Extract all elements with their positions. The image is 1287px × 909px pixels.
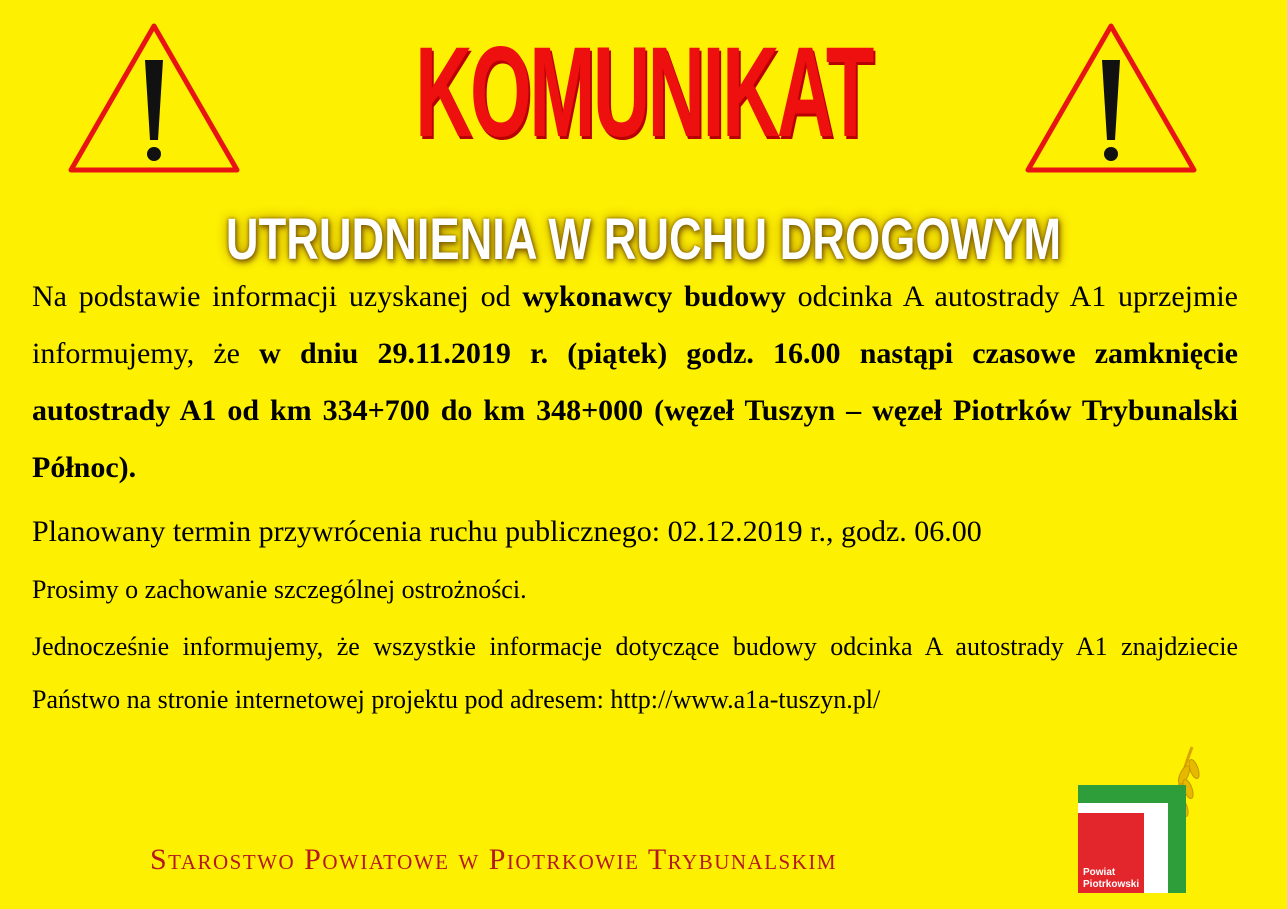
website-info-text: Jednocześnie informujemy, że wszystkie informacje dotyczące budowy odcinka A autostrady A1 znajdziecie Państwo na stronie internetowej projektu pod adresem: http://www.a1a-tuszyn.pl/ <box>32 632 1238 714</box>
paragraph-text: Na podstawie informacji uzyskanej od <box>32 280 523 313</box>
logo-line1: Powiat <box>1083 867 1116 878</box>
powiat-piotrkowski-logo <box>1074 745 1204 895</box>
announcement-paragraph <box>32 268 1238 496</box>
warning-triangle-icon <box>1022 20 1200 178</box>
footer-office-name: Starostwo Powiatowe w Piotrkowie Trybunalskim <box>150 843 838 876</box>
warning-triangle-icon <box>65 20 243 178</box>
contractor-emphasis: wykonawcy budowy <box>522 280 786 313</box>
reopening-date-text: Planowany termin przywrócenia ruchu publicznego: 02.12.2019 r., godz. 06.00 <box>32 515 982 548</box>
caution-text: Prosimy o zachowanie szczególnej ostrożności. <box>32 575 527 604</box>
logo-line2: Piotrkowski <box>1083 879 1140 890</box>
page-subtitle: UTRUDNIENIA W RUCHU DROGOWYM <box>225 207 1062 272</box>
paragraph-text: odcinka A autostrady A1 uprzejmie informujemy, że <box>32 280 1239 370</box>
closure-details: w dniu 29.11.2019 r. (piątek) godz. 16.00 nastąpi czasowe zamknięcie autostrady A1 od km 334+700 do km 348+000 (węzeł Tuszyn – węzeł Piotrków Trybunalski Północ). <box>32 337 1238 484</box>
page-title: KOMUNIKAT <box>415 21 872 164</box>
